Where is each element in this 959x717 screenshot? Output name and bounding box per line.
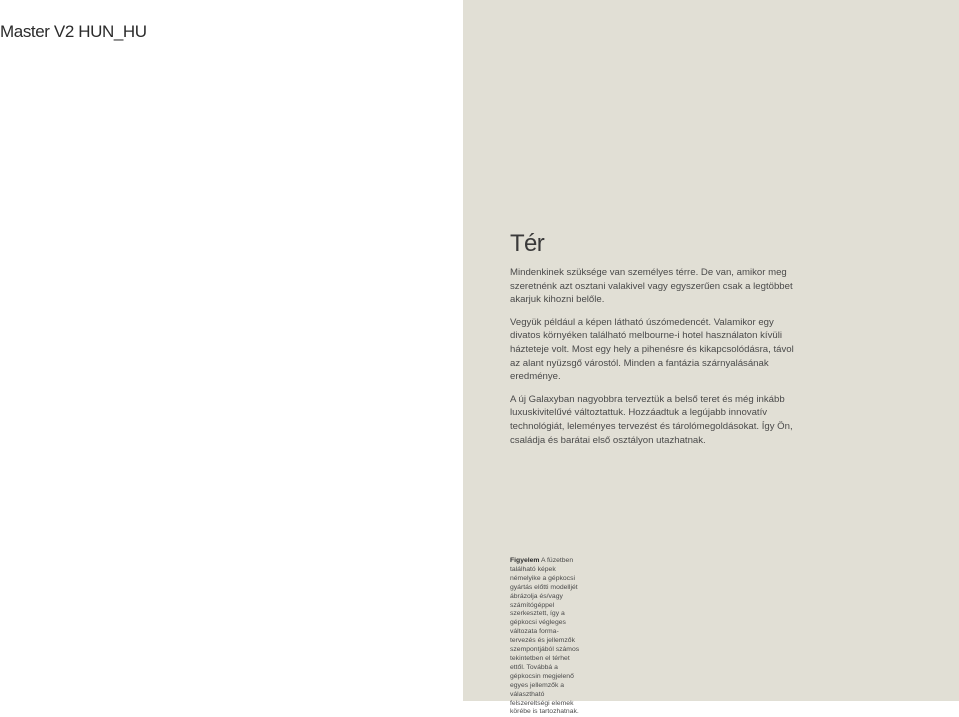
- note-text: A füzetben található képek némelyike a gépkocsi gyártás előtti modelljét ábrázolja és/vagy számítógéppel szerkesztett, így a gépkocsi végleges változata forma-tervezés és jellemzők szempontjából számos tekintetben el térhet ettől. Továbbá a gépkocsin megjelenő egyes jellemzők a választható felszereltségi elemek körébe is tartozhatnak.: [510, 557, 580, 716]
- note-label: Figyelem: [510, 557, 540, 564]
- paragraph-3: A új Galaxyban nagyobbra terveztük a belső teret és még inkább luxuskivitelűvé változtattuk. Hozzáadtuk a legújabb innovatív technológiát, leleményes tervezést és tárolómegoldásokat. Így Ön, családja és barátai első osztályon utazhatnak.: [510, 393, 793, 446]
- paragraph-2: Vegyük például a képen látható úszómedencét. Valamikor egy divatos környéken található melbourne-i hotel használaton kívüli házteteje volt. Most egy hely a pihenésre és kikapcsolódásra, távol az alant nyüzsgő várostól. Minden a fantázia szárnyalásának eredménye.: [510, 316, 794, 383]
- body-text: [510, 266, 800, 456]
- disclaimer-note: [510, 557, 580, 717]
- left-page: [0, 0, 463, 701]
- section-title: Tér: [510, 230, 545, 257]
- content-panel: [463, 0, 959, 716]
- document-header: Master V2 HUN_HU: [0, 22, 147, 41]
- paragraph-1: Mindenkinek szüksége van személyes térre. De van, amikor meg szeretnénk azt osztani valakivel vagy egyszerűen csak a legtöbbet akarjuk kihozni belőle.: [510, 267, 793, 306]
